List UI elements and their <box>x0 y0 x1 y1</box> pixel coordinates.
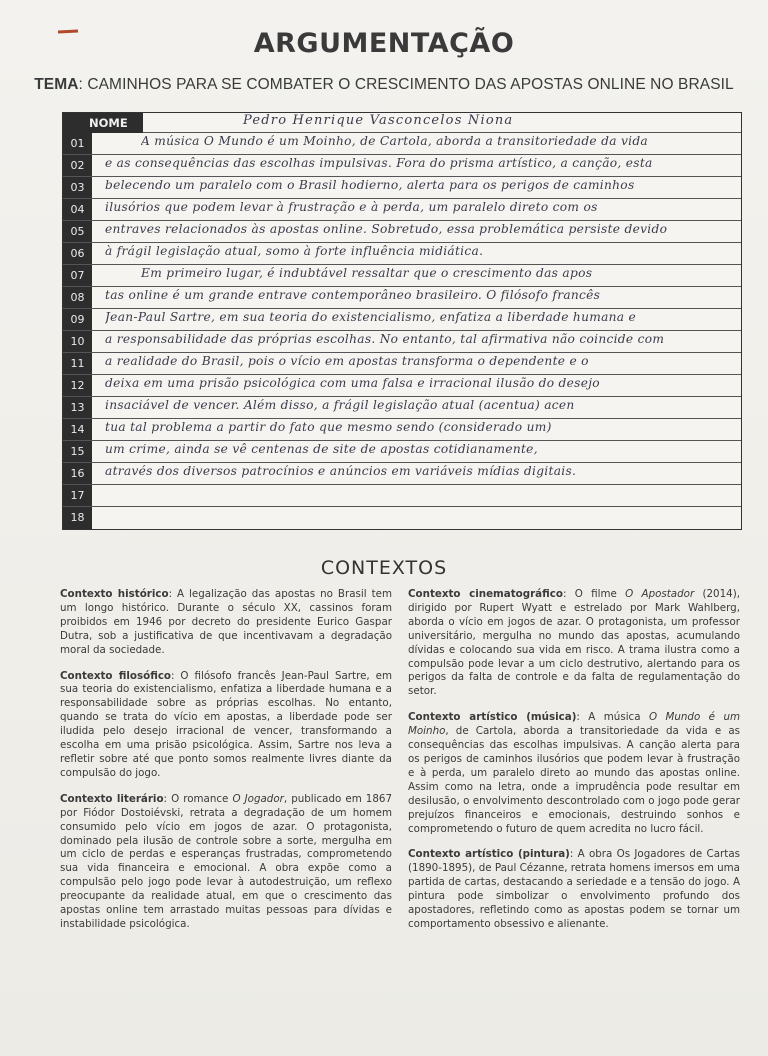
context-filosofico-text: : O filósofo francês Jean-Paul Sartre, em sua teoria do existencialismo, enfatiza a liberdade humana e a responsabilidade sobre as próprias escolhas. No entanto, quando se trata do vício em apostas, a liberdade pode ser iludida pelo desejo irracional de vencer, transformando a escolha em uma prisão psicológica. Assim, Sartre nos leva a refletir sobre até que ponto somos realmente livres diante da compulsão do jogo. <box>60 669 393 779</box>
handwritten-line-text: A música O Mundo é um Moinho, de Cartola, aborda a transitoriedade da vida <box>141 134 648 148</box>
line-number: 01 <box>70 137 85 150</box>
context-pintura-title: Contexto artístico (pintura) <box>408 848 570 861</box>
handwritten-line-text: a realidade do Brasil, pois o vício em apostas transforma o dependente e o <box>105 354 589 368</box>
handwritten-line-text: entraves relacionados às apostas online. Sobretudo, essa problemática persiste devido <box>105 222 668 236</box>
line-number: 06 <box>70 247 85 260</box>
tema-heading <box>0 76 768 94</box>
context-literario-text-b: , publicado em 1867 por Fiódor Dostoiévski, retrata a degradação de um homem consumido pelo vício em jogos de azar. O protagonista, dominado pela ilusão de controle sobre a sorte, mergulha em um ciclo de perdas e esperanças frustradas, comprometendo sua vida financeira e emocional. A obra expõe como a compulsão pelo jogo pode levar à autodestruição, um reflexo preocupante da realidade atual, em que o crescimento das apostas online tem arrastado muitas pessoas para dívidas e instabilidade psicológica. <box>60 792 392 930</box>
context-historico <box>60 588 392 658</box>
context-literario-work: O Jogador <box>232 792 284 805</box>
contextos-title: CONTEXTOS <box>320 557 448 579</box>
context-column-right <box>408 588 740 944</box>
line-number: 04 <box>70 203 85 216</box>
essay-line <box>63 177 741 199</box>
context-cinematografico-title: Contexto cinematográfico <box>408 588 563 600</box>
line-number: 11 <box>70 357 85 370</box>
line-number: 08 <box>70 291 85 304</box>
essay-line <box>63 463 741 485</box>
context-filosofico <box>60 670 392 781</box>
name-value: Pedro Henrique Vasconcelos Niona <box>243 113 514 128</box>
essay-line <box>63 287 741 309</box>
essay-line <box>63 397 741 419</box>
name-line <box>143 113 741 133</box>
essay-line <box>63 221 741 243</box>
essay-line <box>63 199 741 221</box>
essay-line <box>63 507 741 529</box>
handwritten-line-text: a responsabilidade das próprias escolhas. No entanto, tal afirmativa não coincide com <box>105 332 665 346</box>
line-number: 10 <box>70 335 85 348</box>
context-cinematografico-text-a: : O filme <box>562 588 626 600</box>
essay-line <box>63 485 741 507</box>
context-pintura <box>408 848 740 931</box>
line-number: 14 <box>70 423 85 436</box>
context-pintura-text: : A obra Os Jogadores de Cartas (1890-1895), de Paul Cézanne, retrata homens imersos em uma partida de cartas, destacando a seriedade e a tensão do jogo. A pintura pode simbolizar o envolvimento profundo dos apostadores, refletindo como as apostas podem se tornar um comportamento obsessivo e alienante. <box>408 848 740 930</box>
handwritten-line-text: através dos diversos patrocínios e anúncios em variáveis mídias digitais. <box>105 464 577 478</box>
handwritten-line-text: belecendo um paralelo com o Brasil hodierno, alerta para os perigos de caminhos <box>105 178 635 192</box>
line-number: 12 <box>70 379 85 392</box>
line-number: 05 <box>70 225 85 238</box>
handwritten-line-text: um crime, ainda se vê centenas de site de apostas cotidianamente, <box>105 442 538 456</box>
context-cinematografico-work: O Apostador <box>625 588 695 600</box>
handwritten-line-text: tua tal problema a partir do fato que mesmo sendo (considerado um) <box>105 420 552 434</box>
name-label: NOME <box>63 113 143 133</box>
essay-line <box>63 331 741 353</box>
context-literario <box>60 793 392 932</box>
context-historico-text: : A legalização das apostas no Brasil tem um longo histórico. Durante o século XX, cassinos foram proibidos em 1946 por decreto do presidente Eurico Gaspar Dutra, sob a justificativa de que incentivavam a degradação moral da sociedade. <box>60 588 392 656</box>
handwritten-line-text: ilusórios que podem levar à frustração e à perda, um paralelo direto com os <box>105 200 598 214</box>
handwritten-line-text: Jean-Paul Sartre, em sua teoria do existencialismo, enfatiza a liberdade humana e <box>105 310 637 324</box>
tema-text: : CAMINHOS PARA SE COMBATER O CRESCIMENTO DAS APOSTAS ONLINE NO BRASIL <box>78 76 734 93</box>
context-cinematografico-text-b: (2014), dirigido por Rupert Wyatt e estrelado por Mark Wahlberg, aborda o vício em jogos de azar. O protagonista, um professor universitário, mergulha no mundo das apostas, acumulando dívidas e colocando sua vida em risco. A trama ilustra como a compulsão pode levar a um ciclo destrutivo, alertando para os perigos da falta de controle e da falta de regulamentação do setor. <box>408 588 740 698</box>
context-historico-title: Contexto histórico <box>60 588 169 600</box>
tema-label: TEMA <box>34 76 79 93</box>
handwritten-line-text: e as consequências das escolhas impulsivas. Fora do prisma artístico, a canção, esta <box>105 156 653 170</box>
essay-line <box>63 309 741 331</box>
line-number: 15 <box>70 445 85 458</box>
context-cinematografico <box>408 588 740 699</box>
line-number: 17 <box>70 489 85 502</box>
essay-line <box>63 441 741 463</box>
line-number: 18 <box>70 511 85 524</box>
context-musica-title: Contexto artístico (música) <box>408 711 577 724</box>
context-literario-title: Contexto literário <box>60 792 164 805</box>
line-number: 07 <box>70 269 85 282</box>
essay-line <box>63 419 741 441</box>
line-number: 03 <box>70 181 85 194</box>
context-column-left <box>60 588 392 944</box>
line-number: 09 <box>70 313 85 326</box>
essay-line <box>63 375 741 397</box>
context-musica-work: O Mundo é um Moinho <box>408 711 740 738</box>
handwritten-line-text: Em primeiro lugar, é indubtável ressaltar que o crescimento das apos <box>141 266 593 280</box>
essay-line <box>63 133 741 155</box>
handwritten-line-text: deixa em uma prisão psicológica com uma falsa e irracional ilusão do desejo <box>105 376 600 390</box>
handwritten-line-text: à frágil legislação atual, somo à forte influência midiática. <box>105 244 484 258</box>
page-title: ARGUMENTAÇÃO <box>253 28 515 59</box>
handwritten-line-text: insaciável de vencer. Além disso, a frágil legislação atual (acentua) acen <box>105 398 575 412</box>
context-musica-text-b: , de Cartola, aborda a transitoriedade da vida e as consequências das escolhas impulsivas. A canção alerta para os perigos de caminhos ilusórios que podem levar à frustração e à perda, um paralelo direto ao mundo das apostas online. Assim como na letra, onde a imprudência pode resultar em desilusão, o envolvimento descontrolado com o jogo pode gerar prejuízos financeiros e emocionais, destruindo sonhos e comprometendo o futuro de quem acredita no lucro fácil. <box>408 725 740 835</box>
essay-line <box>63 265 741 287</box>
context-literario-text-a: : O romance <box>163 792 233 805</box>
essay-line <box>63 353 741 375</box>
context-musica-text-a: : A música <box>576 711 649 724</box>
context-filosofico-title: Contexto filosófico <box>60 669 172 682</box>
line-number: 02 <box>70 159 85 172</box>
essay-line <box>63 243 741 265</box>
essay-line <box>63 155 741 177</box>
essay-sheet <box>62 112 742 530</box>
handwritten-line-text: tas online é um grande entrave contemporâneo brasileiro. O filósofo francês <box>105 288 601 302</box>
line-number: 13 <box>70 401 85 414</box>
context-musica <box>408 711 740 836</box>
line-number: 16 <box>70 467 85 480</box>
